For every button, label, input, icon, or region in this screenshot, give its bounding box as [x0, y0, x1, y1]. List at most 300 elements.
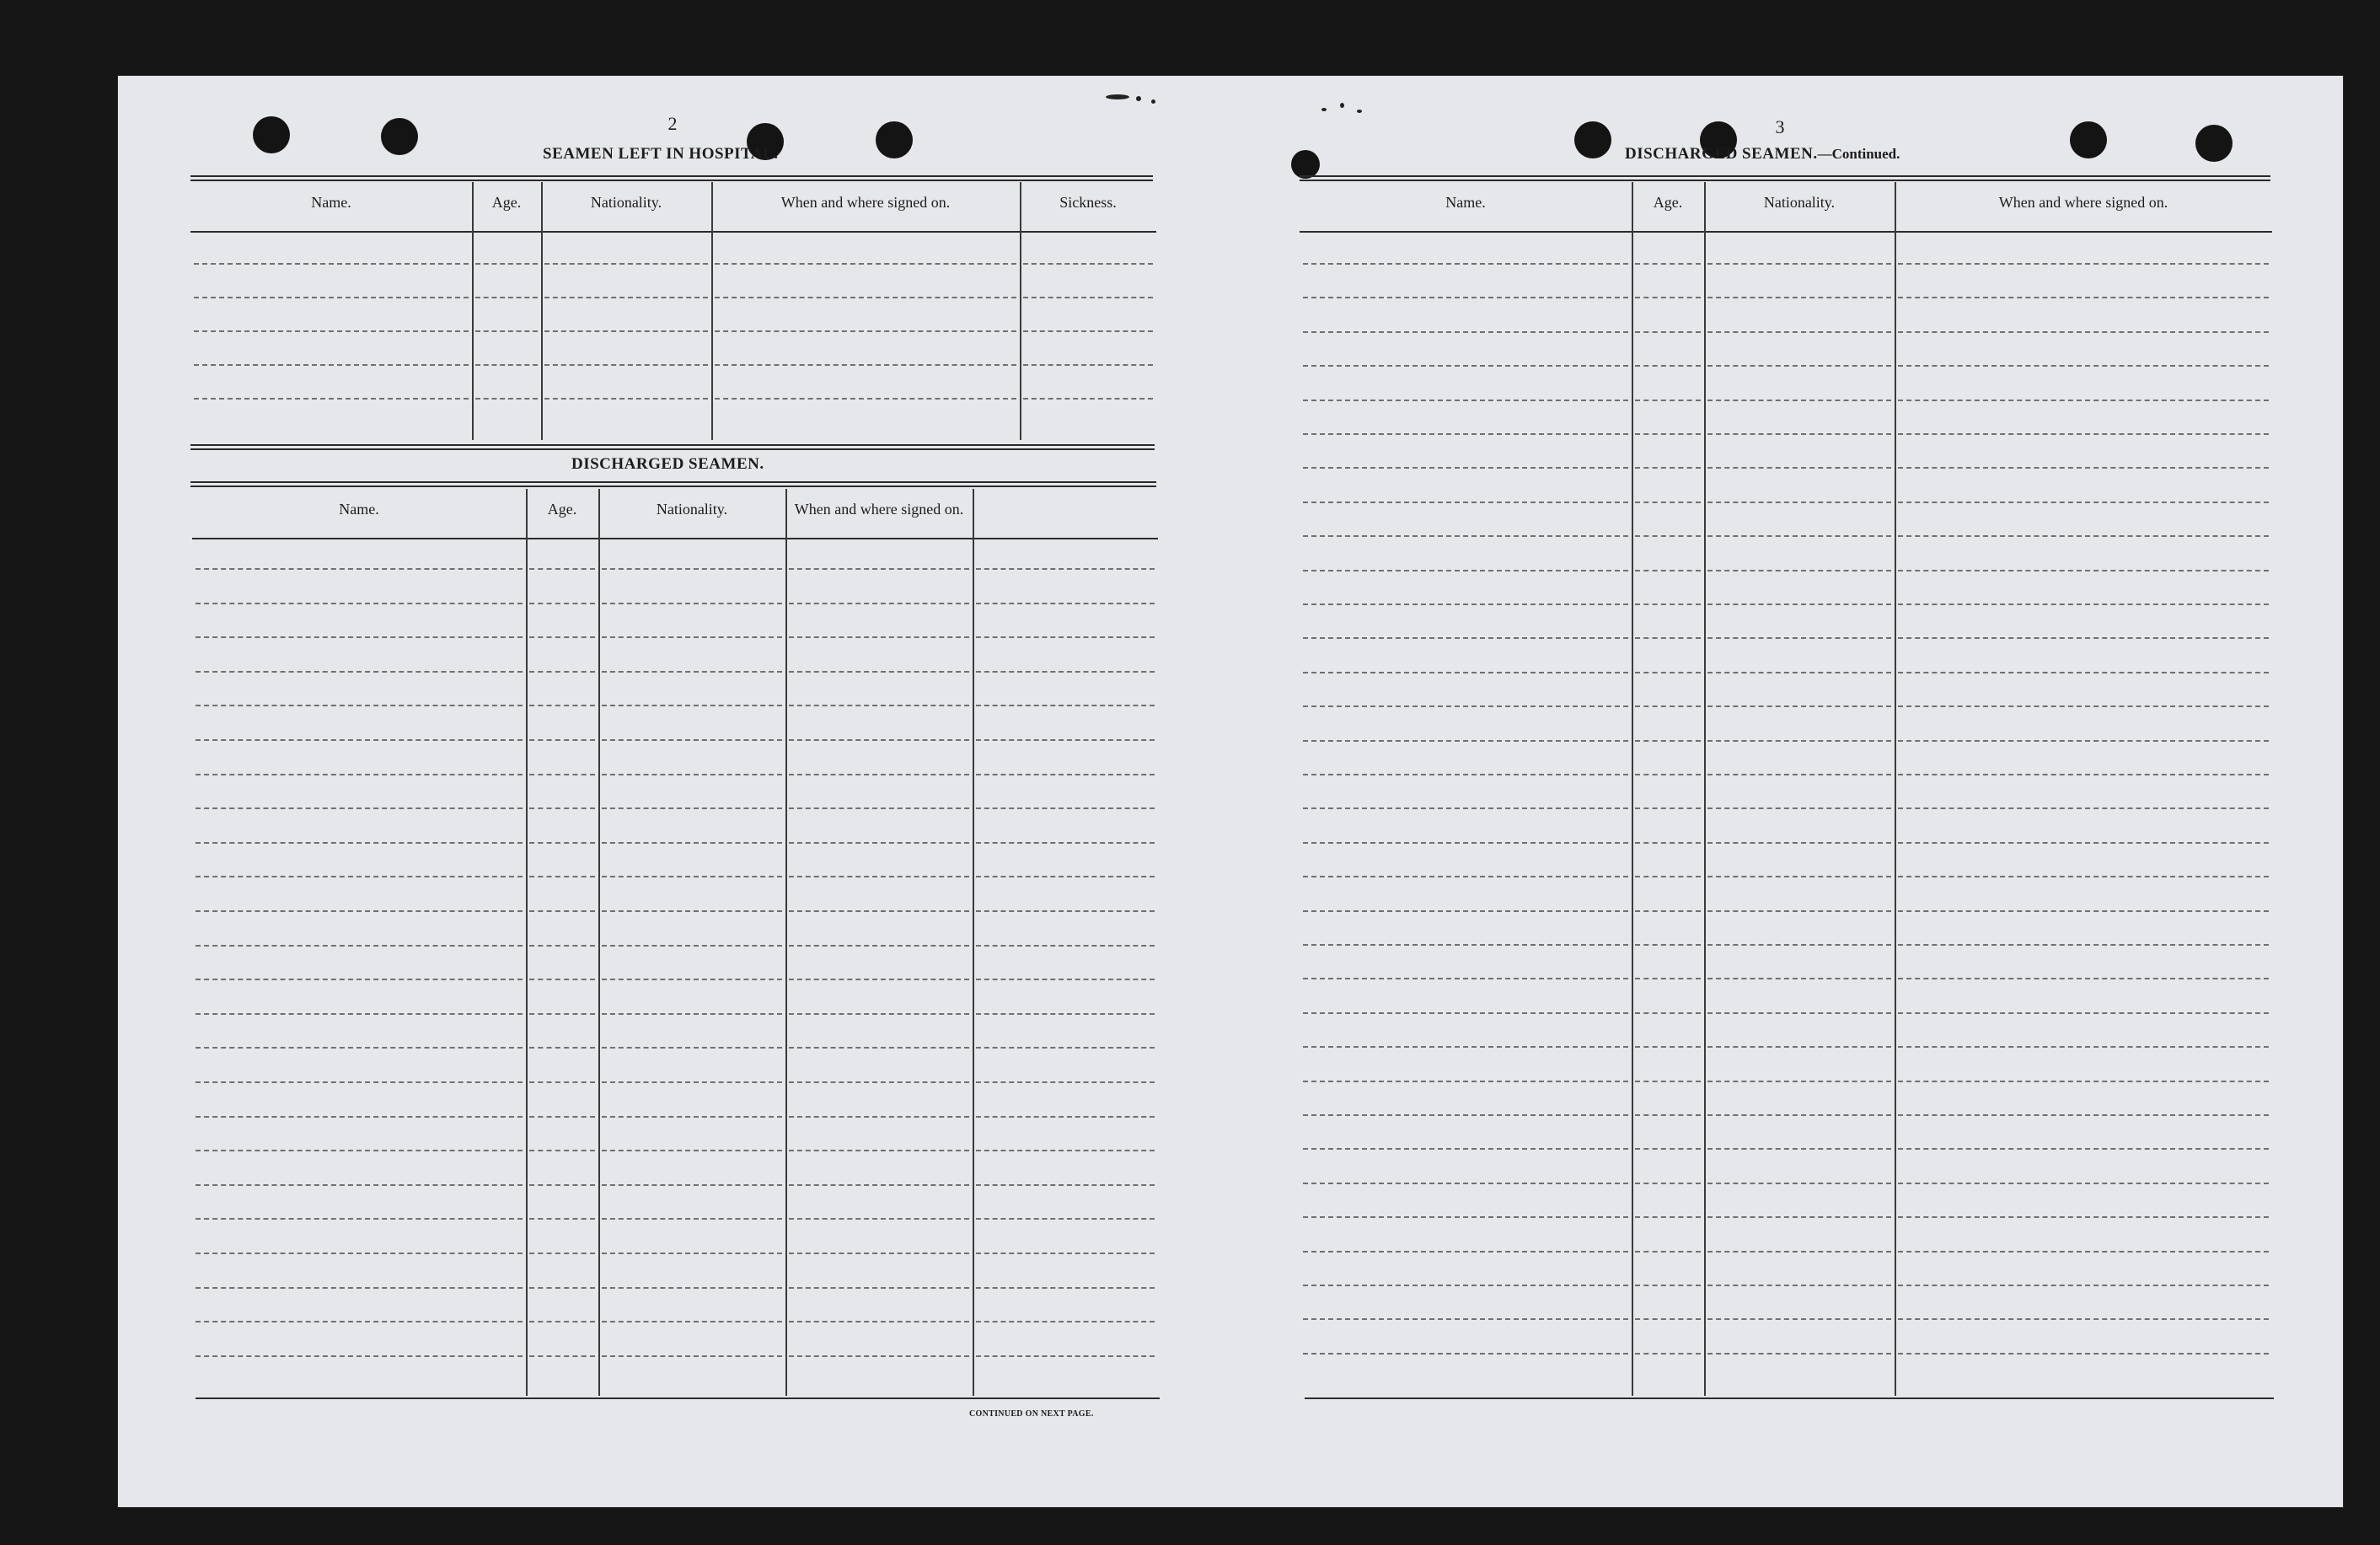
entry-line	[1303, 807, 1628, 809]
entry-line	[976, 1253, 1155, 1254]
entry-line	[1898, 1285, 2269, 1286]
entry-line	[544, 263, 708, 265]
entry-line	[1635, 433, 1701, 435]
entry-line	[529, 671, 595, 673]
ink-speck	[1340, 103, 1344, 108]
entry-line	[1707, 1046, 1891, 1048]
header-rule	[192, 538, 1158, 539]
entry-line	[602, 1013, 782, 1015]
entry-line	[789, 1218, 969, 1220]
entry-line	[1707, 672, 1891, 673]
entry-line	[1898, 1251, 2269, 1253]
entry-line	[529, 739, 595, 741]
entry-line	[1635, 400, 1701, 401]
entry-line	[529, 1287, 595, 1289]
entry-line	[602, 1184, 782, 1186]
entry-line	[789, 1321, 969, 1322]
entry-line	[194, 398, 469, 400]
entry-line	[1898, 978, 2269, 979]
entry-line	[1303, 263, 1628, 265]
entry-line	[1898, 433, 2269, 435]
entry-line	[1635, 535, 1701, 537]
ink-speck	[1357, 110, 1362, 113]
entry-line	[1635, 1251, 1701, 1253]
ink-speck	[1151, 99, 1155, 104]
entry-line	[1898, 944, 2269, 946]
entry-line	[1707, 1318, 1891, 1320]
entry-line	[1303, 1046, 1628, 1048]
entry-line	[1635, 978, 1701, 979]
entry-line	[789, 910, 969, 912]
entry-line	[1898, 1183, 2269, 1184]
entry-line	[1303, 297, 1628, 298]
entry-line	[789, 1150, 969, 1151]
entry-line	[602, 1150, 782, 1151]
entry-line	[1898, 297, 2269, 298]
entry-line	[602, 1321, 782, 1322]
entry-line	[196, 739, 523, 741]
entry-line	[1303, 1251, 1628, 1253]
entry-line	[529, 1253, 595, 1254]
entry-line	[1707, 570, 1891, 571]
entry-line	[1303, 1183, 1628, 1184]
entry-line	[1707, 365, 1891, 367]
entry-line	[196, 1081, 523, 1083]
entry-line	[1635, 502, 1701, 503]
entry-line	[196, 807, 523, 809]
entry-line	[1707, 1114, 1891, 1116]
entry-line	[529, 636, 595, 638]
entry-line	[1023, 330, 1153, 332]
entry-line	[1707, 1251, 1891, 1253]
punch-hole	[1291, 150, 1320, 179]
entry-line	[475, 297, 538, 298]
column-divider	[785, 489, 787, 1396]
section-rule	[1300, 175, 2270, 181]
column-header: Nationality.	[656, 501, 728, 518]
entry-line	[1898, 1353, 2269, 1355]
entry-line	[1707, 535, 1891, 537]
column-header: Name.	[1445, 194, 1486, 211]
entry-line	[976, 568, 1155, 570]
entry-line	[1635, 910, 1701, 912]
entry-line	[1635, 1183, 1701, 1184]
entry-line	[1303, 1285, 1628, 1286]
entry-line	[715, 364, 1016, 366]
entry-line	[789, 1253, 969, 1254]
entry-line	[196, 945, 523, 947]
entry-line	[1898, 672, 2269, 673]
entry-line	[1707, 400, 1891, 401]
entry-line	[1635, 263, 1701, 265]
entry-line	[1303, 842, 1628, 844]
entry-line	[529, 1116, 595, 1118]
entry-line	[1303, 365, 1628, 367]
entry-line	[1303, 1081, 1628, 1082]
column-divider	[541, 182, 543, 440]
entry-line	[1635, 1012, 1701, 1014]
entry-line	[196, 671, 523, 673]
entry-line	[529, 774, 595, 775]
entry-line	[789, 1047, 969, 1049]
entry-line	[1303, 705, 1628, 707]
entry-line	[1635, 944, 1701, 946]
entry-line	[1898, 570, 2269, 571]
entry-line	[529, 910, 595, 912]
entry-line	[196, 1253, 523, 1254]
title-main: DISCHARGED SEAMEN.	[1625, 145, 1818, 163]
entry-line	[1635, 365, 1701, 367]
entry-line	[976, 1081, 1155, 1083]
entry-line	[1707, 467, 1891, 469]
entry-line	[1303, 570, 1628, 571]
entry-line	[1635, 1046, 1701, 1048]
entry-line	[1707, 502, 1891, 503]
entry-line	[789, 1287, 969, 1289]
entry-line	[529, 807, 595, 809]
entry-line	[1898, 263, 2269, 265]
entry-line	[529, 945, 595, 947]
ink-speck	[1136, 96, 1141, 101]
entry-line	[1635, 807, 1701, 809]
header-rule	[190, 231, 1156, 233]
entry-line	[1303, 400, 1628, 401]
entry-line	[194, 297, 469, 298]
entry-line	[1898, 1046, 2269, 1048]
entry-line	[1707, 1353, 1891, 1355]
entry-line	[789, 1116, 969, 1118]
entry-line	[789, 739, 969, 741]
column-divider	[598, 489, 600, 1396]
hospital-section-title: SEAMEN LEFT IN HOSPITAL.	[543, 145, 779, 163]
continued-note: CONTINUED ON NEXT PAGE.	[969, 1409, 1094, 1419]
entry-line	[1303, 978, 1628, 979]
entry-line	[1303, 944, 1628, 946]
entry-line	[544, 297, 708, 298]
section-rule	[190, 481, 1156, 487]
entry-line	[789, 774, 969, 775]
entry-line	[1635, 1114, 1701, 1116]
entry-line	[715, 330, 1016, 332]
entry-line	[1707, 331, 1891, 333]
entry-line	[1023, 263, 1153, 265]
page-number: 2	[667, 113, 678, 134]
entry-line	[1635, 570, 1701, 571]
entry-line	[1707, 705, 1891, 707]
entry-line	[976, 671, 1155, 673]
form-paper	[118, 76, 2343, 1507]
entry-line	[602, 774, 782, 775]
entry-line	[1303, 604, 1628, 605]
discharged-section-title: DISCHARGED SEAMEN.	[571, 455, 764, 473]
entry-line	[1898, 1318, 2269, 1320]
entry-line	[1707, 1012, 1891, 1014]
entry-line	[1898, 502, 2269, 503]
entry-line	[789, 1081, 969, 1083]
entry-line	[194, 263, 469, 265]
entry-line	[1023, 364, 1153, 366]
entry-line	[1707, 433, 1891, 435]
entry-line	[976, 1287, 1155, 1289]
entry-line	[1303, 502, 1628, 503]
entry-line	[1707, 1081, 1891, 1082]
entry-line	[1635, 604, 1701, 605]
column-divider	[973, 489, 974, 1396]
entry-line	[1635, 842, 1701, 844]
entry-line	[602, 910, 782, 912]
entry-line	[976, 774, 1155, 775]
entry-line	[976, 910, 1155, 912]
entry-line	[976, 807, 1155, 809]
entry-line	[789, 945, 969, 947]
entry-line	[529, 568, 595, 570]
entry-line	[789, 1013, 969, 1015]
entry-line	[1023, 398, 1153, 400]
column-divider	[472, 182, 474, 440]
entry-line	[976, 1321, 1155, 1322]
column-header: Age.	[547, 501, 577, 518]
entry-line	[1303, 637, 1628, 639]
entry-line	[1635, 1318, 1701, 1320]
entry-line	[1898, 842, 2269, 844]
entry-line	[1707, 842, 1891, 844]
entry-line	[529, 1355, 595, 1357]
entry-line	[1635, 774, 1701, 775]
entry-line	[1898, 876, 2269, 877]
entry-line	[602, 807, 782, 809]
entry-line	[976, 739, 1155, 741]
column-header: Nationality.	[590, 194, 662, 211]
entry-line	[1898, 637, 2269, 639]
column-divider	[711, 182, 713, 440]
entry-line	[976, 842, 1155, 844]
entry-line	[602, 1081, 782, 1083]
entry-line	[196, 910, 523, 912]
entry-line	[1707, 910, 1891, 912]
header-rule	[1300, 231, 2272, 233]
entry-line	[602, 603, 782, 604]
punch-hole	[2070, 121, 2107, 158]
entry-line	[1707, 978, 1891, 979]
entry-line	[1707, 774, 1891, 775]
entry-line	[1635, 705, 1701, 707]
entry-line	[475, 364, 538, 366]
entry-line	[1898, 604, 2269, 605]
entry-line	[1303, 910, 1628, 912]
entry-line	[602, 1287, 782, 1289]
entry-line	[602, 1355, 782, 1357]
entry-line	[715, 398, 1016, 400]
entry-line	[976, 945, 1155, 947]
entry-line	[1635, 740, 1701, 742]
column-header: When and where signed on.	[780, 194, 951, 211]
entry-line	[789, 568, 969, 570]
entry-line	[544, 330, 708, 332]
entry-line	[1303, 433, 1628, 435]
entry-line	[529, 1218, 595, 1220]
column-header: Name.	[311, 194, 351, 211]
entry-line	[1898, 1114, 2269, 1116]
entry-line	[1898, 705, 2269, 707]
entry-line	[1023, 297, 1153, 298]
entry-line	[1303, 535, 1628, 537]
entry-line	[1707, 297, 1891, 298]
entry-line	[976, 1047, 1155, 1049]
entry-line	[976, 705, 1155, 706]
entry-line	[1898, 535, 2269, 537]
entry-line	[196, 1355, 523, 1357]
entry-line	[196, 568, 523, 570]
entry-line	[1898, 774, 2269, 775]
entry-line	[1898, 1148, 2269, 1150]
entry-line	[1707, 944, 1891, 946]
entry-line	[602, 1047, 782, 1049]
entry-line	[1635, 1216, 1701, 1218]
entry-line	[789, 636, 969, 638]
entry-line	[602, 1253, 782, 1254]
entry-line	[529, 705, 595, 706]
column-header: When and where signed on.	[794, 501, 964, 518]
entry-line	[475, 398, 538, 400]
entry-line	[1707, 1183, 1891, 1184]
entry-line	[529, 842, 595, 844]
entry-line	[1635, 1148, 1701, 1150]
entry-line	[1898, 467, 2269, 469]
entry-line	[602, 671, 782, 673]
entry-line	[196, 979, 523, 980]
entry-line	[976, 1150, 1155, 1151]
entry-line	[1303, 467, 1628, 469]
entry-line	[1635, 467, 1701, 469]
entry-line	[1635, 637, 1701, 639]
ink-speck	[1321, 108, 1327, 111]
entry-line	[196, 1150, 523, 1151]
entry-line	[1303, 876, 1628, 877]
entry-line	[1898, 1216, 2269, 1218]
entry-line	[196, 1321, 523, 1322]
entry-line	[1635, 1081, 1701, 1082]
entry-line	[602, 842, 782, 844]
entry-line	[976, 876, 1155, 877]
entry-line	[529, 1047, 595, 1049]
entry-line	[1303, 331, 1628, 333]
punch-hole	[876, 121, 913, 158]
entry-line	[529, 876, 595, 877]
entry-line	[196, 1047, 523, 1049]
entry-line	[1707, 604, 1891, 605]
entry-line	[1303, 672, 1628, 673]
entry-line	[1303, 1216, 1628, 1218]
entry-line	[789, 807, 969, 809]
table-bottom-rule	[196, 1397, 1160, 1399]
entry-line	[715, 297, 1016, 298]
entry-line	[1635, 672, 1701, 673]
entry-line	[529, 1184, 595, 1186]
punch-hole	[381, 118, 418, 155]
entry-line	[544, 398, 708, 400]
column-header: When and where signed on.	[1998, 194, 2168, 211]
column-header: Age.	[491, 194, 522, 211]
entry-line	[602, 979, 782, 980]
discharged-continued-title	[1625, 145, 1900, 164]
entry-line	[1635, 1285, 1701, 1286]
entry-line	[1898, 740, 2269, 742]
entry-line	[976, 1218, 1155, 1220]
column-header: Nationality.	[1763, 194, 1836, 211]
column-divider	[1020, 182, 1021, 440]
page-number: 3	[1775, 116, 1785, 137]
entry-line	[1303, 1148, 1628, 1150]
entry-line	[976, 636, 1155, 638]
entry-line	[602, 945, 782, 947]
entry-line	[1898, 910, 2269, 912]
entry-line	[976, 1355, 1155, 1357]
entry-line	[1303, 1318, 1628, 1320]
entry-line	[1635, 331, 1701, 333]
entry-line	[1707, 876, 1891, 877]
ink-speck	[1106, 94, 1129, 99]
entry-line	[1898, 807, 2269, 809]
entry-line	[529, 1150, 595, 1151]
entry-line	[196, 636, 523, 638]
section-rule	[190, 444, 1155, 450]
entry-line	[196, 1287, 523, 1289]
entry-line	[1898, 1081, 2269, 1082]
entry-line	[789, 705, 969, 706]
entry-line	[789, 842, 969, 844]
entry-line	[1707, 263, 1891, 265]
entry-line	[1303, 1353, 1628, 1355]
entry-line	[1898, 1012, 2269, 1014]
entry-line	[544, 364, 708, 366]
column-divider	[526, 489, 528, 1396]
entry-line	[976, 1184, 1155, 1186]
entry-line	[194, 364, 469, 366]
entry-line	[1898, 400, 2269, 401]
entry-line	[1635, 1353, 1701, 1355]
column-header: Name.	[339, 501, 379, 518]
entry-line	[196, 842, 523, 844]
column-header: Sickness.	[1059, 194, 1117, 211]
column-divider	[1632, 182, 1633, 1396]
entry-line	[1635, 297, 1701, 298]
entry-line	[1635, 876, 1701, 877]
column-header: Age.	[1653, 194, 1683, 211]
entry-line	[715, 263, 1016, 265]
title-continued: —Continued.	[1817, 146, 1900, 162]
entry-line	[529, 979, 595, 980]
entry-line	[976, 979, 1155, 980]
entry-line	[1898, 365, 2269, 367]
entry-line	[976, 1116, 1155, 1118]
entry-line	[1707, 1285, 1891, 1286]
entry-line	[194, 330, 469, 332]
entry-line	[602, 739, 782, 741]
section-rule	[190, 175, 1153, 181]
punch-hole	[1574, 121, 1611, 158]
table-bottom-rule	[1305, 1397, 2274, 1399]
entry-line	[196, 1184, 523, 1186]
entry-line	[1707, 740, 1891, 742]
column-divider	[1895, 182, 1896, 1396]
entry-line	[602, 876, 782, 877]
entry-line	[1707, 1148, 1891, 1150]
entry-line	[529, 603, 595, 604]
punch-hole	[253, 116, 290, 153]
entry-line	[789, 876, 969, 877]
entry-line	[1303, 1114, 1628, 1116]
entry-line	[529, 1013, 595, 1015]
